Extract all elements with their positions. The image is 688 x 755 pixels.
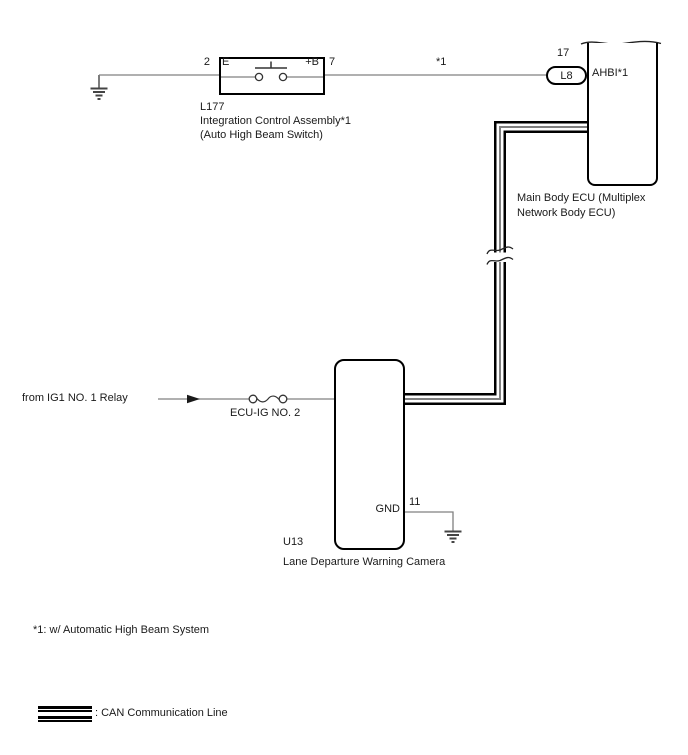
terminal-e: E (222, 56, 230, 68)
camera-name: Lane Departure Warning Camera (283, 556, 446, 568)
wire-note: *1 (436, 56, 447, 68)
ecu-label-line2: Network Body ECU) (517, 207, 616, 219)
camera-box (334, 359, 405, 550)
terminal-gnd: GND (375, 503, 400, 515)
pin-number-17: 17 (557, 47, 570, 59)
component-name-line2: (Auto High Beam Switch) (200, 129, 323, 141)
pin-number-2: 2 (203, 56, 210, 68)
fuse-label: ECU-IG NO. 2 (230, 407, 301, 419)
footnote: *1: w/ Automatic High Beam System (33, 624, 210, 636)
terminal-ahbi: AHBI*1 (592, 67, 629, 79)
ecu-label-line1: Main Body ECU (Multiplex (517, 192, 646, 204)
power-source-label: from IG1 NO. 1 Relay (22, 392, 128, 404)
component-name-line1: Integration Control Assembly*1 (200, 115, 352, 127)
main-body-ecu-box (587, 43, 658, 186)
component-code-l177: L177 (200, 101, 225, 113)
terminal-plus-b: +B (305, 56, 319, 68)
can-line-swatch (38, 706, 92, 722)
connector-l8: L8 (546, 66, 587, 85)
pin-number-11: 11 (409, 496, 421, 508)
component-code-u13: U13 (283, 536, 304, 548)
pin-number-7: 7 (329, 56, 336, 68)
legend-label: : CAN Communication Line (95, 707, 228, 719)
